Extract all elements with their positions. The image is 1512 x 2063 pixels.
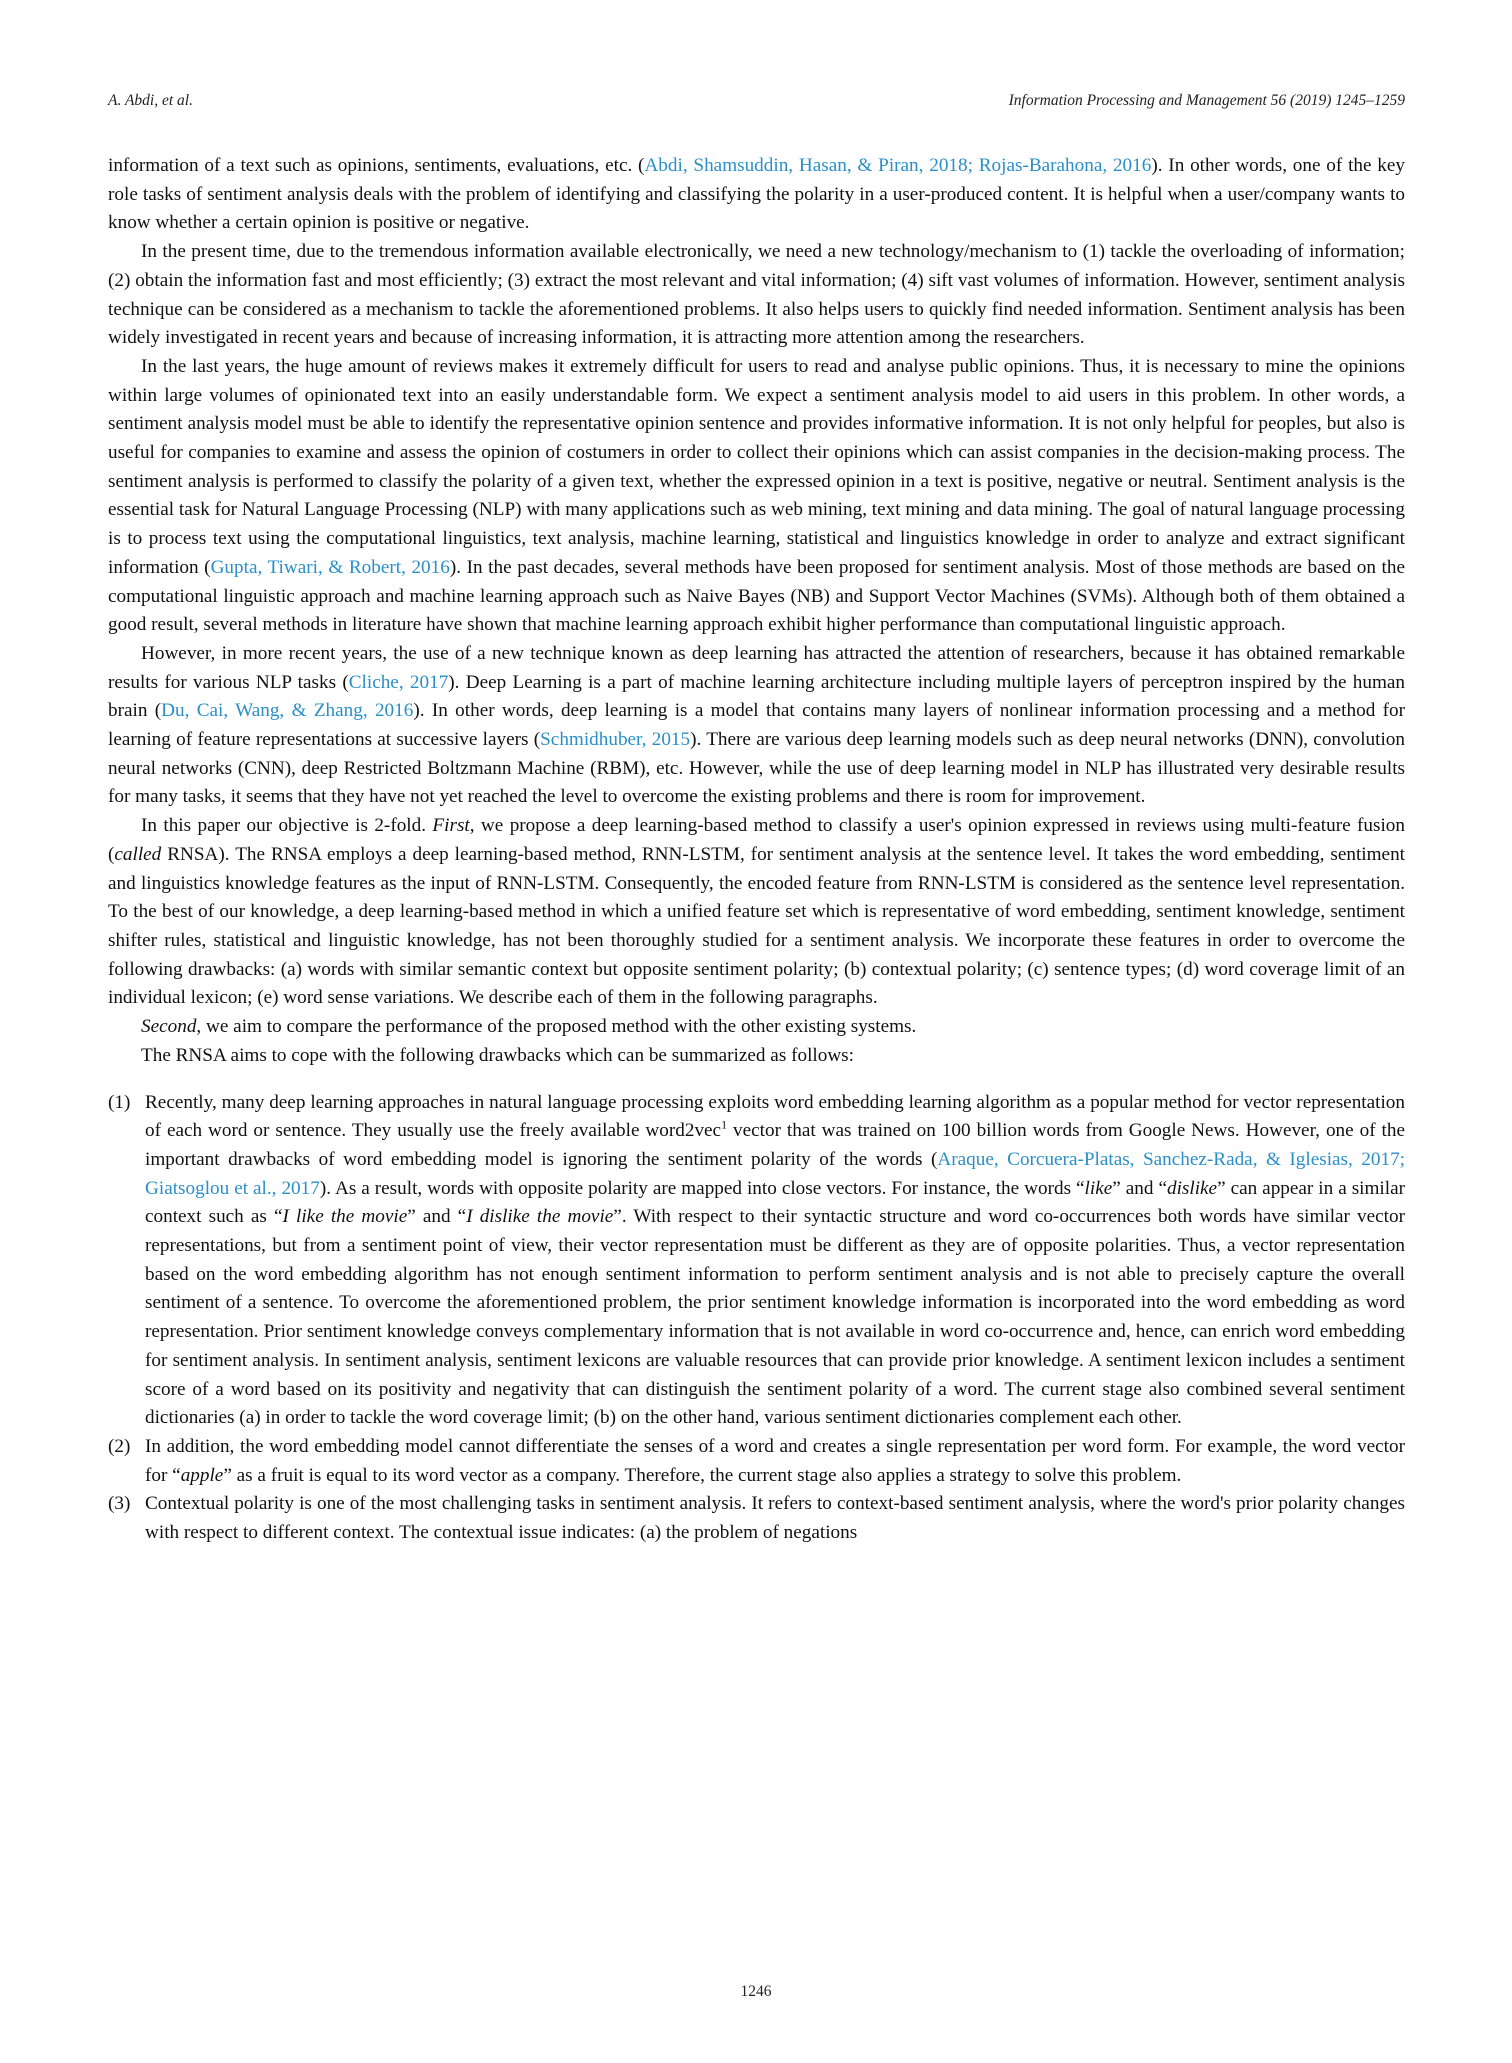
citation-link[interactable]: Cliche, 2017 bbox=[348, 671, 449, 693]
citation-link[interactable]: Schmidhuber, 2015 bbox=[540, 729, 691, 751]
citation-link[interactable]: Gupta, Tiwari, & Robert, 2016 bbox=[210, 556, 450, 578]
paragraph-7: The RNSA aims to cope with the following drawbacks which can be summarized as follows: bbox=[141, 1044, 854, 1066]
list-number: (1) bbox=[108, 1091, 131, 1113]
emphasis: called bbox=[114, 843, 162, 865]
paragraph-2: In the present time, due to the tremendous information available electronically, we need a new technology/mechanism to (1) tackle the overloading of information; (2) obtain the information fast and most efficiently; (3) extract the most relevant and vital information; (4) sift vast volumes of information. However, sentiment analysis technique can be considered as a mechanism to tackle the aforementioned problems. It also helps users to quickly find needed information. Sentiment analysis has been widely investigated in recent years and because of increasing information, it is attracting more attention among the researchers. bbox=[108, 241, 1405, 349]
emphasis: First bbox=[432, 815, 470, 837]
citation-link[interactable]: Abdi, Shamsuddin, Hasan, & Piran, 2018; Rojas-Barahona, 2016 bbox=[644, 155, 1152, 176]
paragraph-4: However, in more recent years, the use of a new technique known as deep learning has attracted the attention of researchers, because it has obtained remarkable results for various NLP tasks (Cliche, 2017). Deep Learning is a part of machine learning architecture including multiple layers of perceptron inspired by the human brain (Du, Cai, Wang, & Zhang, 2016). In other words, deep learning is a model that contains many layers of nonlinear information processing and a method for learning of feature representations at successive layers (Schmidhuber, 2015). There are various deep learning models such as deep neural networks (DNN), convolution neural networks (CNN), deep Restricted Boltzmann Machine (RBM), etc. However, while the use of deep learning model in NLP has illustrated very desirable results for many tasks, it seems that they have not yet reached the level to overcome the existing problems and there is room for improvement. bbox=[108, 642, 1406, 808]
body-text bbox=[108, 152, 1405, 1548]
paragraph-3: In the last years, the huge amount of reviews makes it extremely difficult for users to read and analyse public opinions. Thus, it is necessary to mine the opinions within large volumes of opinionated text into an easily understandable form. We expect a sentiment analysis model to aid users in this problem. In other words, a sentiment analysis model must be able to identify the representative opinion sentence and provides informative information. It is not only helpful for peoples, but also is useful for companies to examine and assess the opinion of costumers in order to collect their opinions which can assist companies in the decision-making process. The sentiment analysis is performed to classify the polarity of a given text, whether the expressed opinion in a text is positive, negative or neutral. Sentiment analysis is the essential task for Natural Language Processing (NLP) with many applications such as web mining, text mining and data mining. The goal of natural language processing is to process text using the computational linguistics, text analysis, machine learning, statistical and linguistics knowledge in order to analyze and extract significant information (Gupta, Tiwari, & Robert, 2016). In the past decades, several methods have been proposed for sentiment analysis. Most of those methods are based on the computational linguistic approach and machine learning approach such as Naive Bayes (NB) and Support Vector Machines (SVMs). Although both of them obtained a good result, several methods in literature have shown that machine learning approach exhibit higher performance than computational linguistic approach. bbox=[108, 355, 1405, 636]
paragraph-1: information of a text such as opinions, sentiments, evaluations, etc. (Abdi, Shamsuddin, Hasan, & Piran, 2018; Rojas-Barahona, 2016). In other words, one of the key role tasks of sentiment analysis deals with the problem of identifying and classifying the polarity in a user-produced content. It is helpful when a user/company wants to know whether a certain opinion is positive or negative. bbox=[108, 155, 1406, 234]
numbered-list bbox=[108, 1089, 1405, 1548]
citation-link[interactable]: Araque, Corcuera-Platas, Sanchez-Rada, & Iglesias, 2017; Giatsoglou et al., 2017 bbox=[145, 1148, 1406, 1199]
page-number: 1246 bbox=[740, 1983, 772, 2000]
header-authors: A. Abdi, et al. bbox=[108, 92, 193, 109]
list-item: (2) In addition, the word embedding model cannot differentiate the senses of a word and creates a single representation per word form. For example, the word vector for “apple” as a fruit is equal to its word vector as a company. Therefore, the current stage also applies a strategy to solve this problem. bbox=[108, 1433, 1405, 1490]
list-item: (1) Recently, many deep learning approaches in natural language processing exploits word embedding learning algorithm as a popular method for vector representation of each word or sentence. They usually use the freely available word2vec$^1$ vector that was trained on 100 billion words from Google News. However, one of the important drawbacks of word embedding model is ignoring the sentiment polarity of the words (Araque, Corcuera-Platas, Sanchez-Rada, & Iglesias, 2017; Giatsoglou et al., 2017). As a result, words with opposite polarity are mapped into close vectors. For instance, the words “like” and “dislike” can appear in a similar context such as “I like the movie” and “I dislike the movie”. With respect to their syntactic structure and word co-occurrences both words have similar vector representations, but from a sentiment point of view, their vector representation must be different as they are of opposite polarities. Thus, a vector representation based on the word embedding algorithm has not enough sentiment information to perform sentiment analysis and is not able to precisely capture the overall sentiment of a sentence. To overcome the aforementioned problem, the prior sentiment knowledge information is incorporated into the word embedding as word representation. Prior sentiment knowledge conveys complementary information that is not available in word co-occurrence and, hence, can enrich word embedding for sentiment analysis. In sentiment analysis, sentiment lexicons are valuable resources that can provide prior knowledge. A sentiment lexicon includes a sentiment score of a word based on its positivity and negativity that can distinguish the sentiment polarity of a word. The current stage also combined several sentiment dictionaries (a) in order to tackle the word coverage limit; (b) on the other hand, various sentiment dictionaries complement each other. bbox=[108, 1089, 1405, 1433]
paragraph-5: In this paper our objective is 2-fold. First, we propose a deep learning-based method to classify a user's opinion expressed in reviews using multi-feature fusion (called RNSA). The RNSA employs a deep learning-based method, RNN-LSTM, for sentiment analysis at the sentence level. It takes the word embedding, sentiment and linguistics knowledge features as the input of RNN-LSTM. Consequently, the encoded feature from RNN-LSTM is considered as the sentence level representation. To the best of our knowledge, a deep learning-based method in which a unified feature set which is representative of word embedding, sentiment knowledge, sentiment shifter rules, statistical and linguistic knowledge, has not been thoroughly studied for a sentiment analysis. We incorporate these features in order to overcome the following drawbacks: (a) words with similar semantic context but opposite sentiment polarity; (b) contextual polarity; (c) sentence types; (d) word coverage limit of an individual lexicon; (e) word sense variations. We describe each of them in the following paragraphs. bbox=[108, 815, 1405, 1009]
header-journal: Information Processing and Management 56 (2019) 1245–1259 bbox=[1008, 92, 1405, 109]
emphasis: Second bbox=[141, 1016, 197, 1038]
paragraph-6: Second, we aim to compare the performance of the proposed method with the other existing systems. bbox=[141, 1016, 917, 1038]
list-number: (2) bbox=[108, 1435, 131, 1457]
list-item: (3) Contextual polarity is one of the most challenging tasks in sentiment analysis. It refers to context-based sentiment analysis, where the word's prior polarity changes with respect to different context. The contextual issue indicates: (a) the problem of negations bbox=[108, 1490, 1405, 1547]
footnote-marker[interactable]: 1 bbox=[721, 1117, 728, 1132]
citation-link[interactable]: Du, Cai, Wang, & Zhang, 2016 bbox=[161, 700, 414, 722]
list-number: (3) bbox=[108, 1493, 131, 1515]
